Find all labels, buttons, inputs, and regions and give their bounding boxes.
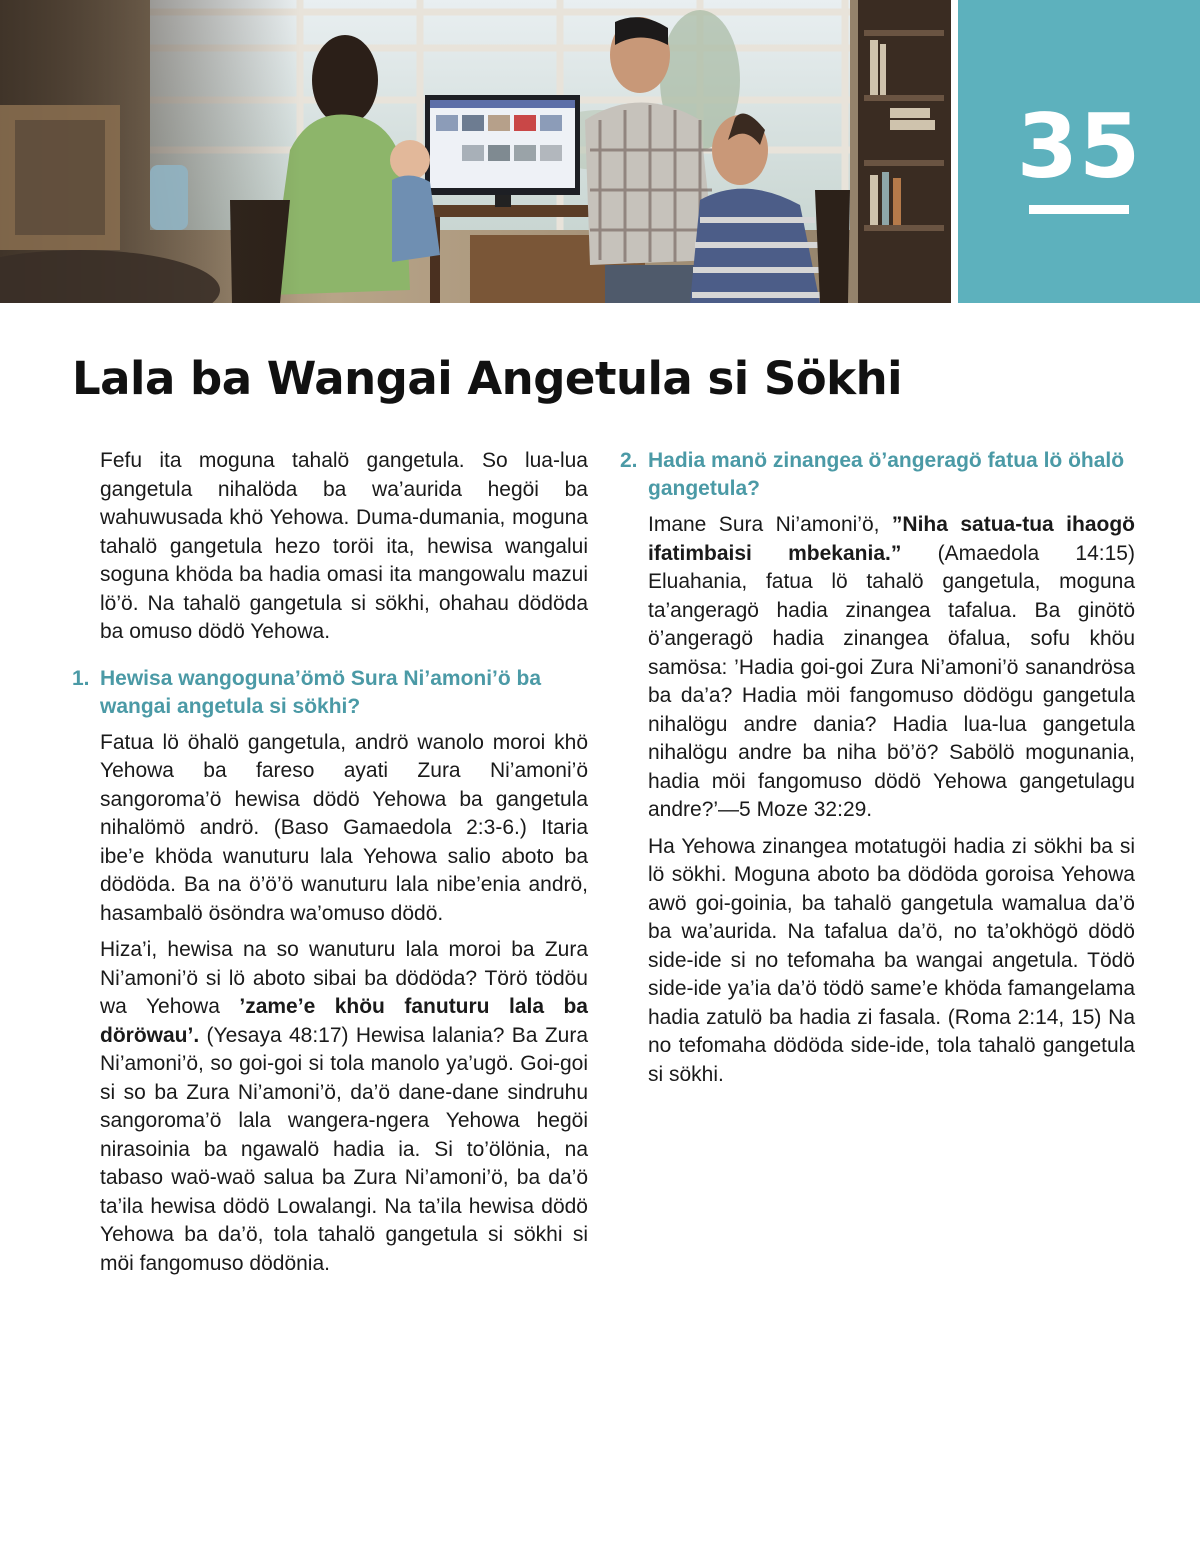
question-2-heading (620, 447, 1135, 503)
paragraph-text: Ha Yehowa zinangea motatugöi hadia zi sökhi ba si lö sökhi. Moguna aboto ba dödöda goroisa Yehowa awö goi-goinia, ba tahalö gangetula wamalua da’ö ba wa’aurida. Na tafalua da’ö, no ta’okhögö dödö side-ide si no tefomaha ba wangai angetula. Tödö side-ide ya’ia da’ö tödö same’e khöda famangelama hadia zatulö ba hadia zi fasala. (Roma 2:14, 15) Na no tefomaha dödöda side-ide, tola tahalö gangetula si sökhi. (648, 834, 1135, 1086)
page-title: Lala ba Wangai Angetula si Sökhi (72, 352, 903, 405)
paragraph-text: (Amaedola 14:15) Eluahania, fatua lö tahalö gangetula, moguna ta’angeragö hadia zinangea tafalua. Ba ginötö ö’angeragö hadia zinangea öfalua, sofu khöu samösa: ’Hadia goi-goi Zura Ni’amoni’ö sanandrösa ba da’a? Hadia möi fangomuso dödögu gangetula nihalögu andre dania? Hadia lua-lua gangetula nihalögu andre ba niha bö’ö? Sabölö mogunania, hadia möi fangomuso dödö Yehowa gangetulagu andre?’—5 Moze 32:29. (648, 541, 1135, 821)
question-2-paragraph-1 (648, 511, 1135, 825)
family-at-computer-photo (0, 0, 951, 303)
paragraph-text: (Yesaya 48:17) Hewisa lalania? Ba Zura Ni’amoni’ö, so goi-goi si tola manolo ya’ugö. Goi-goi si so ba Zura Ni’amoni’ö, da’ö dane-dane sindruhu sangoroma’ö lala wangera-ngera Yehowa hegöi nirasoinia ba ngawalö hadia ia. Si to’ölönia, na tabaso waö-waö salua ba Zura Ni’amoni’ö, ba da’ö ta’ila hewisa dödö Lowalangi. Na ta’ila hewisa dödö Yehowa ba da’ö, tola tahalö gangetula si sökhi si möi fangomuso dödönia. (100, 1023, 588, 1275)
scripture-quote: ’zame’e khöu fanuturu lala ba döröwau’. (100, 995, 588, 1047)
question-2-paragraph-2 (648, 833, 1135, 1090)
question-1-paragraph-1 (100, 729, 588, 929)
right-column (620, 447, 1135, 1097)
question-1-paragraph-2 (100, 936, 588, 1278)
left-column (72, 447, 588, 1286)
question-1-text: Hewisa wangoguna’ömö Sura Ni’amoni’ö ba wangai angetula si sökhi? (100, 666, 542, 718)
paragraph-text: Fatua lö öhalö gangetula, andrö wanolo moroi khö Yehowa ba fareso ayati Zura Ni’amoni’ö sangoroma’ö hewisa dödö Yehowa ba gangetula nihalömö andrö. (Baso Gamaedola 2:3-6.) Itaria ibe’e khöda wanuturu lala Yehowa salio aboto ba dödöda. Ba na ö’ö’ö wanuturu lala nibe’enia andrö, hasambalö ösöndra wa’omuso dödö. (100, 730, 588, 925)
scripture-quote: ”Niha satua-tua ihaogö ifatimbaisi mbekania.” (648, 513, 1135, 565)
lesson-number-box (958, 0, 1200, 303)
question-1-heading (72, 665, 588, 721)
lesson-number: 35 (1016, 95, 1142, 198)
question-1-number: 1. (72, 666, 90, 690)
paragraph-text: Imane Sura Ni’amoni’ö, (648, 513, 892, 536)
hero-photo (0, 0, 951, 303)
paragraph-text: Hiza’i, hewisa na so wanuturu lala moroi ba Zura Ni’amoni’ö si lö aboto sibai ba dödöda? Törö tödöu wa Yehowa (100, 938, 588, 1018)
question-2-number: 2. (620, 449, 638, 472)
lesson-number-underline (1029, 205, 1129, 214)
question-2-text: Hadia manö zinangea ö’angeragö fatua lö öhalö gangetula? (648, 449, 1125, 500)
intro-paragraph: Fefu ita moguna tahalö gangetula. So lua-lua gangetula nihalöda ba wa’aurida hegöi ba wahuwusada khö Yehowa. Duma-dumania, moguna tahalö gangetula hezo toröi ita, hewisa wangalui soguna khöda ba hadia omasi ita mangowalu mazui lö’ö. Na tahalö gangetula si sökhi, ohahau dödöda ba omuso dödö Yehowa. (100, 449, 588, 643)
